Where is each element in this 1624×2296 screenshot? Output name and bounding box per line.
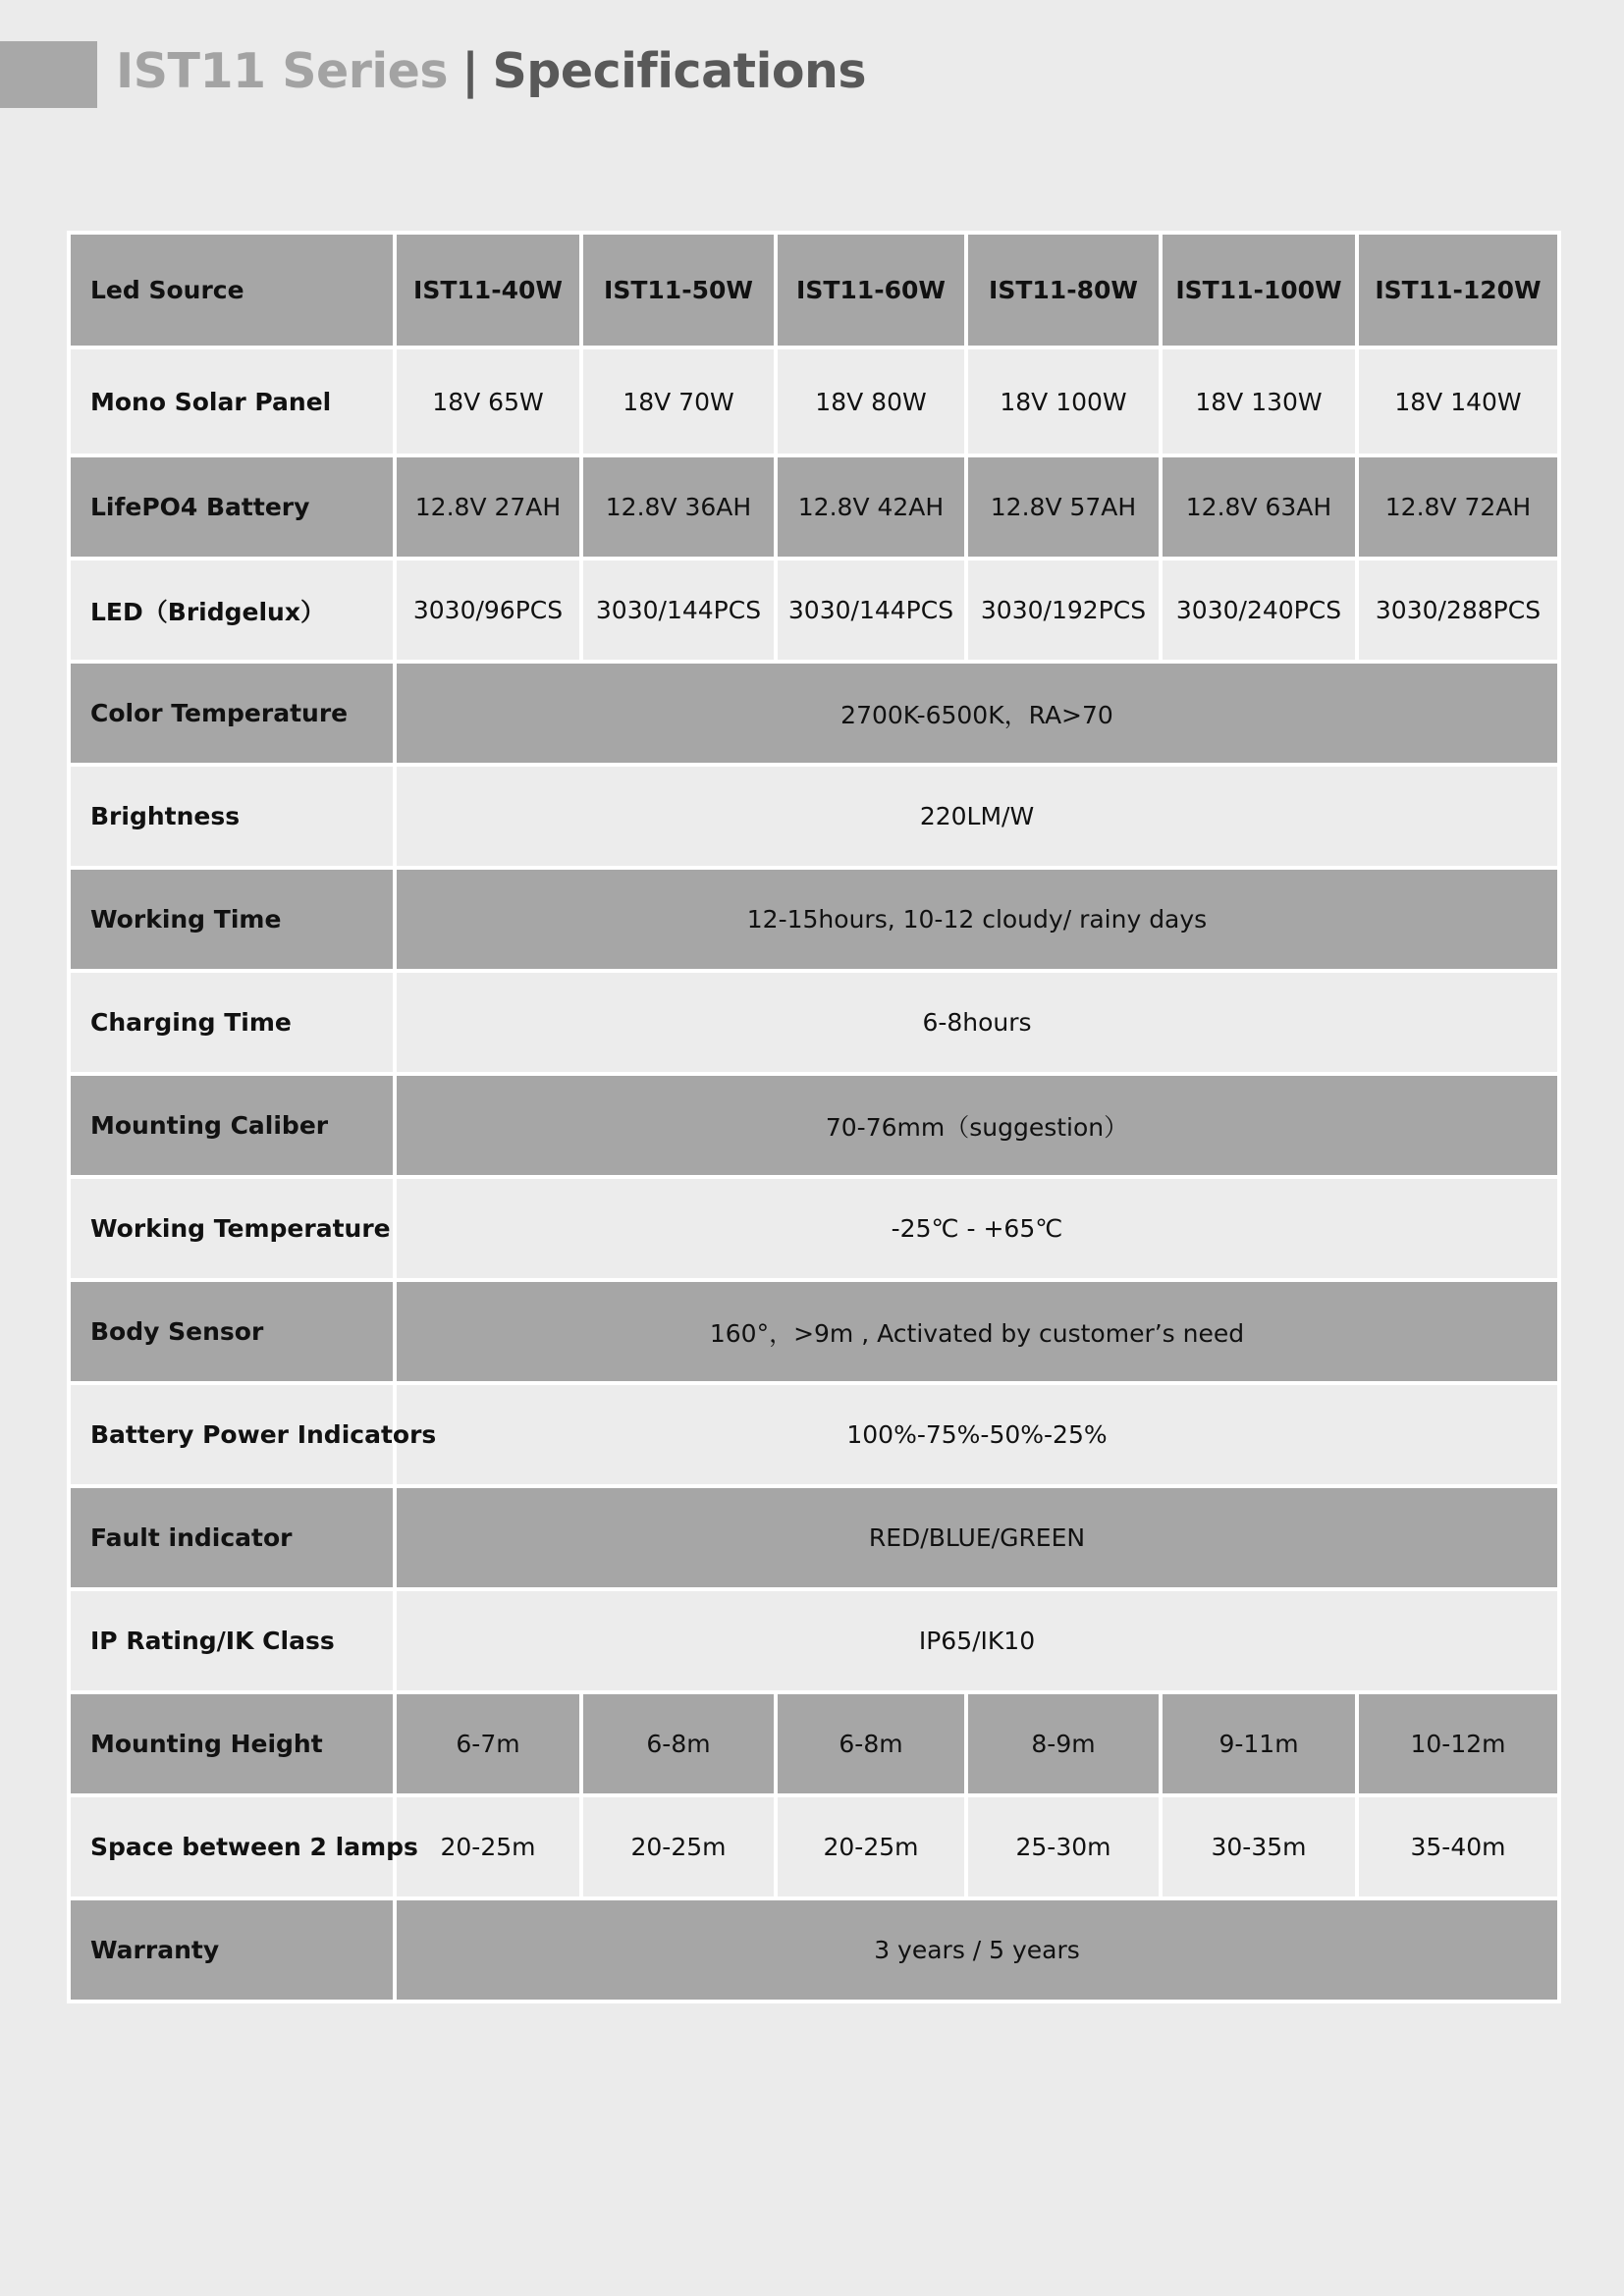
- row-label: Mono Solar Panel: [69, 347, 395, 455]
- row-label: IP Rating/IK Class: [69, 1589, 395, 1692]
- table-cell: 100%-75%-50%-25%: [395, 1383, 1559, 1486]
- table-row-working-temperature: [69, 1177, 1559, 1280]
- table-cell: 3030/96PCS: [395, 559, 581, 662]
- table-cell: 3030/144PCS: [776, 559, 966, 662]
- table-cell: 6-8m: [776, 1692, 966, 1795]
- table-cell: 12.8V 36AH: [581, 455, 776, 559]
- table-cell: 3030/288PCS: [1357, 559, 1559, 662]
- table-row-body-sensor: [69, 1280, 1559, 1383]
- table-cell: 18V 65W: [395, 347, 581, 455]
- header-label-cell: Led Source: [69, 233, 395, 347]
- title-separator: |: [461, 43, 479, 99]
- table-cell: 6-8hours: [395, 971, 1559, 1074]
- table-cell: 20-25m: [581, 1795, 776, 1898]
- table-cell: 18V 80W: [776, 347, 966, 455]
- header-accent-bar: [0, 41, 97, 108]
- table-cell: 18V 100W: [966, 347, 1161, 455]
- row-label: Color Temperature: [69, 662, 395, 765]
- table-cell: 18V 140W: [1357, 347, 1559, 455]
- table-header-row: [69, 233, 1559, 347]
- table-cell: 12.8V 63AH: [1161, 455, 1357, 559]
- table-row-lamp-spacing: [69, 1795, 1559, 1898]
- table-cell: 220LM/W: [395, 765, 1559, 868]
- row-label: Warranty: [69, 1898, 395, 2002]
- table-cell: -25℃ - +65℃: [395, 1177, 1559, 1280]
- table-cell: 25-30m: [966, 1795, 1161, 1898]
- row-label: Mounting Height: [69, 1692, 395, 1795]
- model-header-cell: IST11-50W: [581, 233, 776, 347]
- table-row-battery-indicators: [69, 1383, 1559, 1486]
- table-cell: 8-9m: [966, 1692, 1161, 1795]
- model-header-cell: IST11-120W: [1357, 233, 1559, 347]
- table-cell: 160°，>9m , Activated by customer’s need: [395, 1280, 1559, 1383]
- table-cell: 18V 130W: [1161, 347, 1357, 455]
- model-header-cell: IST11-60W: [776, 233, 966, 347]
- table-cell: 70-76mm（suggestion）: [395, 1074, 1559, 1177]
- table-row-led: [69, 559, 1559, 662]
- row-label: Fault indicator: [69, 1486, 395, 1589]
- specifications-table: [67, 231, 1561, 2003]
- table-cell: 10-12m: [1357, 1692, 1559, 1795]
- section-name: Specifications: [492, 43, 867, 99]
- table-row-charging-time: [69, 971, 1559, 1074]
- table-cell: 3 years / 5 years: [395, 1898, 1559, 2002]
- table-cell: 12.8V 72AH: [1357, 455, 1559, 559]
- table-cell: 3030/240PCS: [1161, 559, 1357, 662]
- table-row-fault-indicator: [69, 1486, 1559, 1589]
- row-label: Body Sensor: [69, 1280, 395, 1383]
- row-label: LED（Bridgelux）: [69, 559, 395, 662]
- table-row-solar-panel: [69, 347, 1559, 455]
- row-label: Battery Power Indicators: [69, 1383, 395, 1486]
- table-row-mounting-caliber: [69, 1074, 1559, 1177]
- table-cell: 9-11m: [1161, 1692, 1357, 1795]
- page-title: [116, 37, 866, 106]
- row-label: Mounting Caliber: [69, 1074, 395, 1177]
- row-label: Brightness: [69, 765, 395, 868]
- table-row-ip-rating: [69, 1589, 1559, 1692]
- table-cell: 30-35m: [1161, 1795, 1357, 1898]
- row-label: Charging Time: [69, 971, 395, 1074]
- row-label: Working Temperature: [69, 1177, 395, 1280]
- model-header-cell: IST11-100W: [1161, 233, 1357, 347]
- table-cell: IP65/IK10: [395, 1589, 1559, 1692]
- model-header-cell: IST11-40W: [395, 233, 581, 347]
- table-row-battery: [69, 455, 1559, 559]
- table-cell: 20-25m: [776, 1795, 966, 1898]
- table-cell: 3030/192PCS: [966, 559, 1161, 662]
- table-row-brightness: [69, 765, 1559, 868]
- row-label: Space between 2 lamps: [69, 1795, 395, 1898]
- table-cell: 3030/144PCS: [581, 559, 776, 662]
- model-header-cell: IST11-80W: [966, 233, 1161, 347]
- row-label: LifePO4 Battery: [69, 455, 395, 559]
- series-name: IST11 Series: [116, 43, 449, 99]
- table-cell: 12.8V 42AH: [776, 455, 966, 559]
- table-cell: 35-40m: [1357, 1795, 1559, 1898]
- table-cell: 12-15hours, 10-12 cloudy/ rainy days: [395, 868, 1559, 971]
- table-row-working-time: [69, 868, 1559, 971]
- table-row-warranty: [69, 1898, 1559, 2002]
- table-cell: RED/BLUE/GREEN: [395, 1486, 1559, 1589]
- table-cell: 20-25m: [395, 1795, 581, 1898]
- table-cell: 6-8m: [581, 1692, 776, 1795]
- table-row-color-temperature: [69, 662, 1559, 765]
- table-cell: 12.8V 57AH: [966, 455, 1161, 559]
- row-label: Working Time: [69, 868, 395, 971]
- table-row-mounting-height: [69, 1692, 1559, 1795]
- table-cell: 2700K-6500K，RA>70: [395, 662, 1559, 765]
- table-cell: 18V 70W: [581, 347, 776, 455]
- table-cell: 6-7m: [395, 1692, 581, 1795]
- table-cell: 12.8V 27AH: [395, 455, 581, 559]
